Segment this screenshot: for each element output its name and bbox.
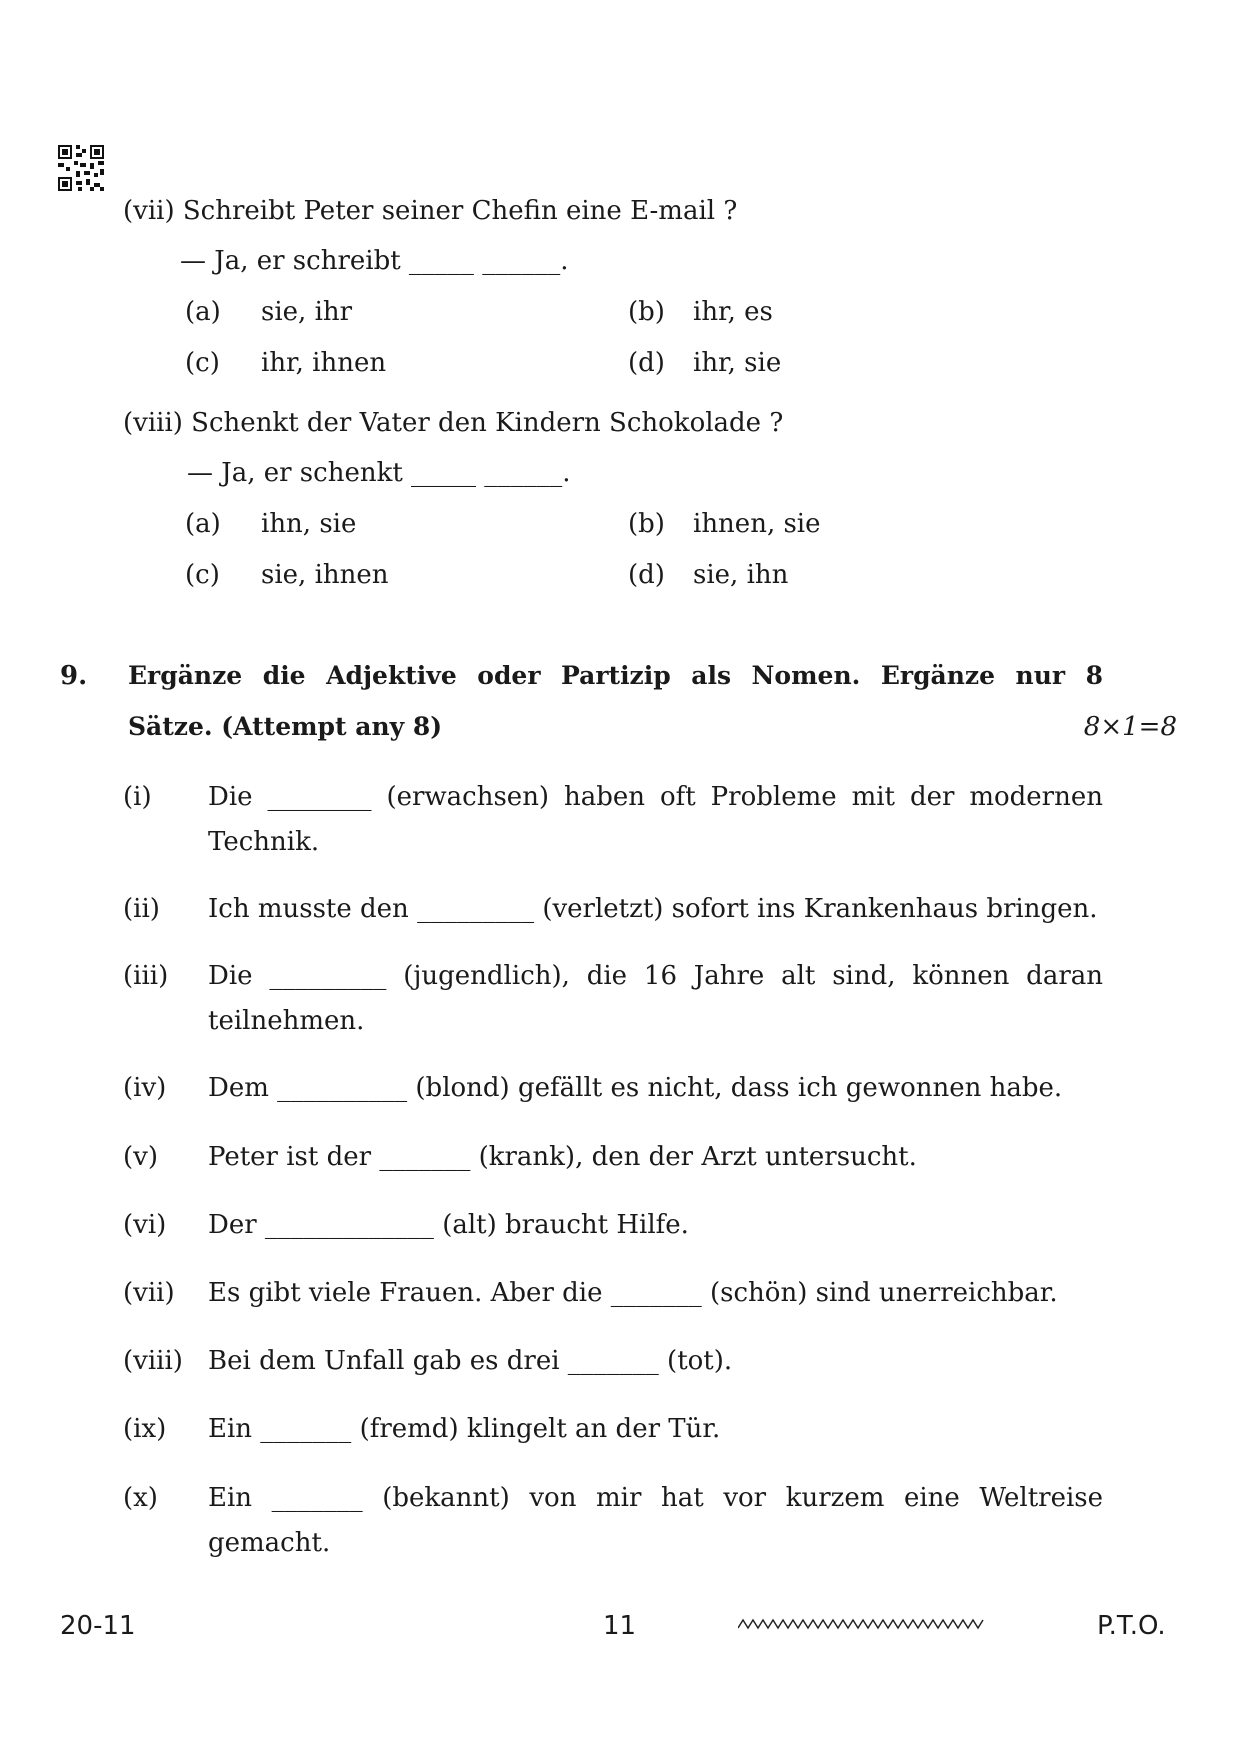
page-number: 11 bbox=[603, 1611, 637, 1641]
item-number: (vii) bbox=[123, 1278, 175, 1308]
item-text-cont: teilnehmen. bbox=[208, 1006, 365, 1036]
answer-stem-viii: — Ja, er schenkt _____ ______. bbox=[187, 458, 571, 488]
question-number: 9. bbox=[60, 661, 88, 691]
option-letter: (b) bbox=[628, 509, 665, 539]
option-text: sie, ihnen bbox=[261, 560, 389, 590]
question-heading: Ergänze die Adjektive oder Partizip als Nomen. Ergänze nur 8 bbox=[128, 661, 1103, 690]
item-number: (i) bbox=[123, 782, 152, 812]
item-number: (iii) bbox=[123, 961, 169, 991]
question-viii: (viii) Schenkt der Vater den Kindern Schokolade ? bbox=[123, 408, 784, 438]
option-letter: (d) bbox=[628, 560, 665, 590]
option-letter: (c) bbox=[185, 348, 220, 378]
item-text: Es gibt viele Frauen. Aber die _______ (schön) sind unerreichbar. bbox=[208, 1278, 1058, 1308]
option-text: ihr, sie bbox=[693, 348, 782, 378]
option-text: ihnen, sie bbox=[693, 509, 821, 539]
option-text: ihn, sie bbox=[261, 509, 357, 539]
qr-code bbox=[58, 145, 104, 191]
marks-label: 8×1=8 bbox=[1083, 712, 1177, 742]
pto-label: P.T.O. bbox=[1097, 1611, 1166, 1641]
question-vii: (vii) Schreibt Peter seiner Chefin eine E-mail ? bbox=[123, 196, 738, 226]
item-number: (v) bbox=[123, 1142, 158, 1172]
item-text: Ein _______ (bekannt) von mir hat vor kurzem eine Weltreise bbox=[208, 1483, 1103, 1513]
item-text: Peter ist der _______ (krank), den der Arzt untersucht. bbox=[208, 1142, 917, 1172]
option-letter: (a) bbox=[185, 297, 221, 327]
item-text: Ein _______ (fremd) klingelt an der Tür. bbox=[208, 1414, 721, 1444]
option-text: ihr, ihnen bbox=[261, 348, 387, 378]
item-text: Dem __________ (blond) gefällt es nicht, dass ich gewonnen habe. bbox=[208, 1073, 1063, 1103]
item-number: (iv) bbox=[123, 1073, 167, 1103]
answer-stem-vii: — Ja, er schreibt _____ ______. bbox=[180, 246, 569, 276]
item-text: Die ________ (erwachsen) haben oft Probleme mit der modernen bbox=[208, 782, 1103, 812]
item-text-cont: Technik. bbox=[208, 827, 320, 857]
item-number: (ii) bbox=[123, 894, 160, 924]
item-text: Die _________ (jugendlich), die 16 Jahre alt sind, können daran bbox=[208, 961, 1103, 991]
question-heading-line2: Sätze. (Attempt any 8) bbox=[128, 712, 443, 741]
option-text: sie, ihr bbox=[261, 297, 353, 327]
option-letter: (d) bbox=[628, 348, 665, 378]
item-number: (x) bbox=[123, 1483, 158, 1513]
option-letter: (b) bbox=[628, 297, 665, 327]
option-letter: (c) bbox=[185, 560, 220, 590]
item-number: (vi) bbox=[123, 1210, 167, 1240]
wavy-line-icon bbox=[738, 1617, 988, 1631]
item-text: Der _____________ (alt) braucht Hilfe. bbox=[208, 1210, 689, 1240]
paper-code: 20-11 bbox=[60, 1611, 136, 1641]
item-text: Bei dem Unfall gab es drei _______ (tot). bbox=[208, 1346, 733, 1376]
item-text-cont: gemacht. bbox=[208, 1528, 331, 1558]
item-number: (viii) bbox=[123, 1346, 183, 1376]
option-text: sie, ihn bbox=[693, 560, 789, 590]
item-text: Ich musste den _________ (verletzt) sofort ins Krankenhaus bringen. bbox=[208, 894, 1098, 924]
item-number: (ix) bbox=[123, 1414, 167, 1444]
option-text: ihr, es bbox=[693, 297, 773, 327]
option-letter: (a) bbox=[185, 509, 221, 539]
